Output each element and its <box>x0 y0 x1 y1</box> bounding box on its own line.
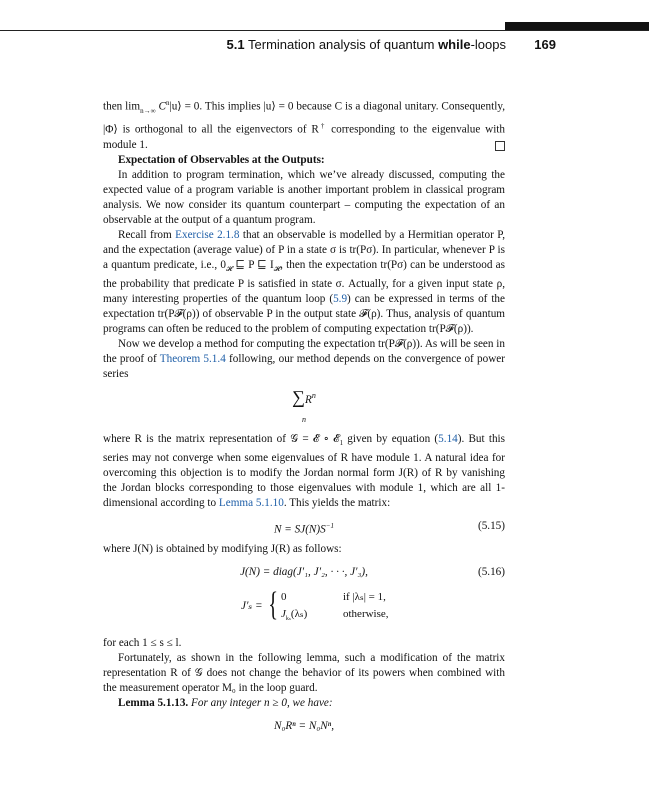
paragraph-proof-end: then $\lim_{n\to\infty}$ $C^n|u⟩ = 0$. This implies |u⟩ = 0 because C is a diagonal unitary. Consequently, |Φ⟩ is orthogonal to all the eigenvectors of R† corresponding to the eigenvalue with module 1. <box>103 99 505 151</box>
equation-number: (5.16) <box>477 566 505 579</box>
running-head <box>0 37 649 57</box>
page-number: 169 <box>534 37 556 52</box>
main-text <box>103 96 505 740</box>
lemma-statement: Lemma 5.1.13. For any integer n ≥ 0, we have: <box>118 697 333 710</box>
paragraph: where R is the matrix representation of 𝒢 = 𝓔 ∘ 𝓔$_1$ given by equation (5.14). But this series may not converge when some eigenvalues of R have module 1. A natural idea for overcoming this objection is to modify the Jordan normal form J(R) of R by vanishing the Jordan blocks corresponding to those eigenvalues with module 1, which are all 1-dimensional according to Lemma 5.1.10. This yields the matrix: <box>103 432 505 510</box>
paragraph: Now we develop a method for computing the expectation tr(P𝓕(ρ)). As will be seen in the proof of Theorem 5.1.4 following, our method depends on the convergence of power series <box>103 337 505 380</box>
cases-equation: J′ₛ = { 0 $J_{k_s}(\lambda_s)$ if |λₛ| = 1, otherwise, <box>241 586 389 624</box>
paragraph: Fortunately, as shown in the following lemma, such a modification of the matrix representation R of 𝒢 does not change the behavior of its powers when combined with the measurement operator M₀ in the loop guard. <box>103 652 505 695</box>
paragraph: In addition to program termination, which we’ve already discussed, computing the expected value of a program variable is another important problem in classical program analysis. We now consider its quantum counterpart – computing the expectation of an observable at the output of a quantum program. <box>103 168 505 226</box>
equation-5-16: J(N) = diag(J′₁, J′₂, · · ·, J′₃), (5.16) <box>240 566 505 579</box>
lemma-link[interactable]: Lemma 5.1.10 <box>218 497 284 510</box>
equation-link[interactable]: 5.9 <box>333 292 348 305</box>
paragraph: where J(N) is obtained by modifying J(R) as follows: <box>103 543 342 556</box>
power-series-equation: $\sum R^n$ n <box>292 386 316 424</box>
exercise-link[interactable]: Exercise 2.1.8 <box>175 228 240 241</box>
header-rule <box>0 30 649 31</box>
theorem-link[interactable]: Theorem 5.1.4 <box>159 352 226 365</box>
paragraph: Recall from Exercise 2.1.8 that an observable is modelled by a Hermitian operator P, and the expectation (average value) of P in a state σ is tr(Pσ). In particular, whenever P is a quantum predicate, i.e., $0_𝓗$ ⊑ P ⊑ $I_𝓗$, then the expectation tr(Pσ) can be understood as the probability that predicate P is satisfied in state σ. Actually, for a given input state ρ, many interesting properties of the quantum loop (5.9) can be expressed in terms of the expectation tr(P𝓕(ρ)) of observable P in the output state 𝓕(ρ). Thus, analysis of quantum programs can often be reduced to the problem of computing expectation tr(P𝓕(ρ)). <box>103 228 505 335</box>
lemma-equation: N₀Rⁿ = N₀Nⁿ, <box>274 720 334 733</box>
header-bar <box>505 22 649 30</box>
section-heading: Expectation of Observables at the Outputs: <box>118 153 325 166</box>
qed-box-icon <box>495 141 505 151</box>
equation-number: (5.15) <box>477 520 505 533</box>
equation-link[interactable]: 5.14 <box>438 432 458 445</box>
equation-5-15: $N = SJ(N)S^{-1}$ (5.15) <box>274 520 505 536</box>
paragraph: for each 1 ≤ s ≤ l. <box>103 637 182 650</box>
section-title: 5.1 Termination analysis of quantum while-loops <box>226 37 506 52</box>
